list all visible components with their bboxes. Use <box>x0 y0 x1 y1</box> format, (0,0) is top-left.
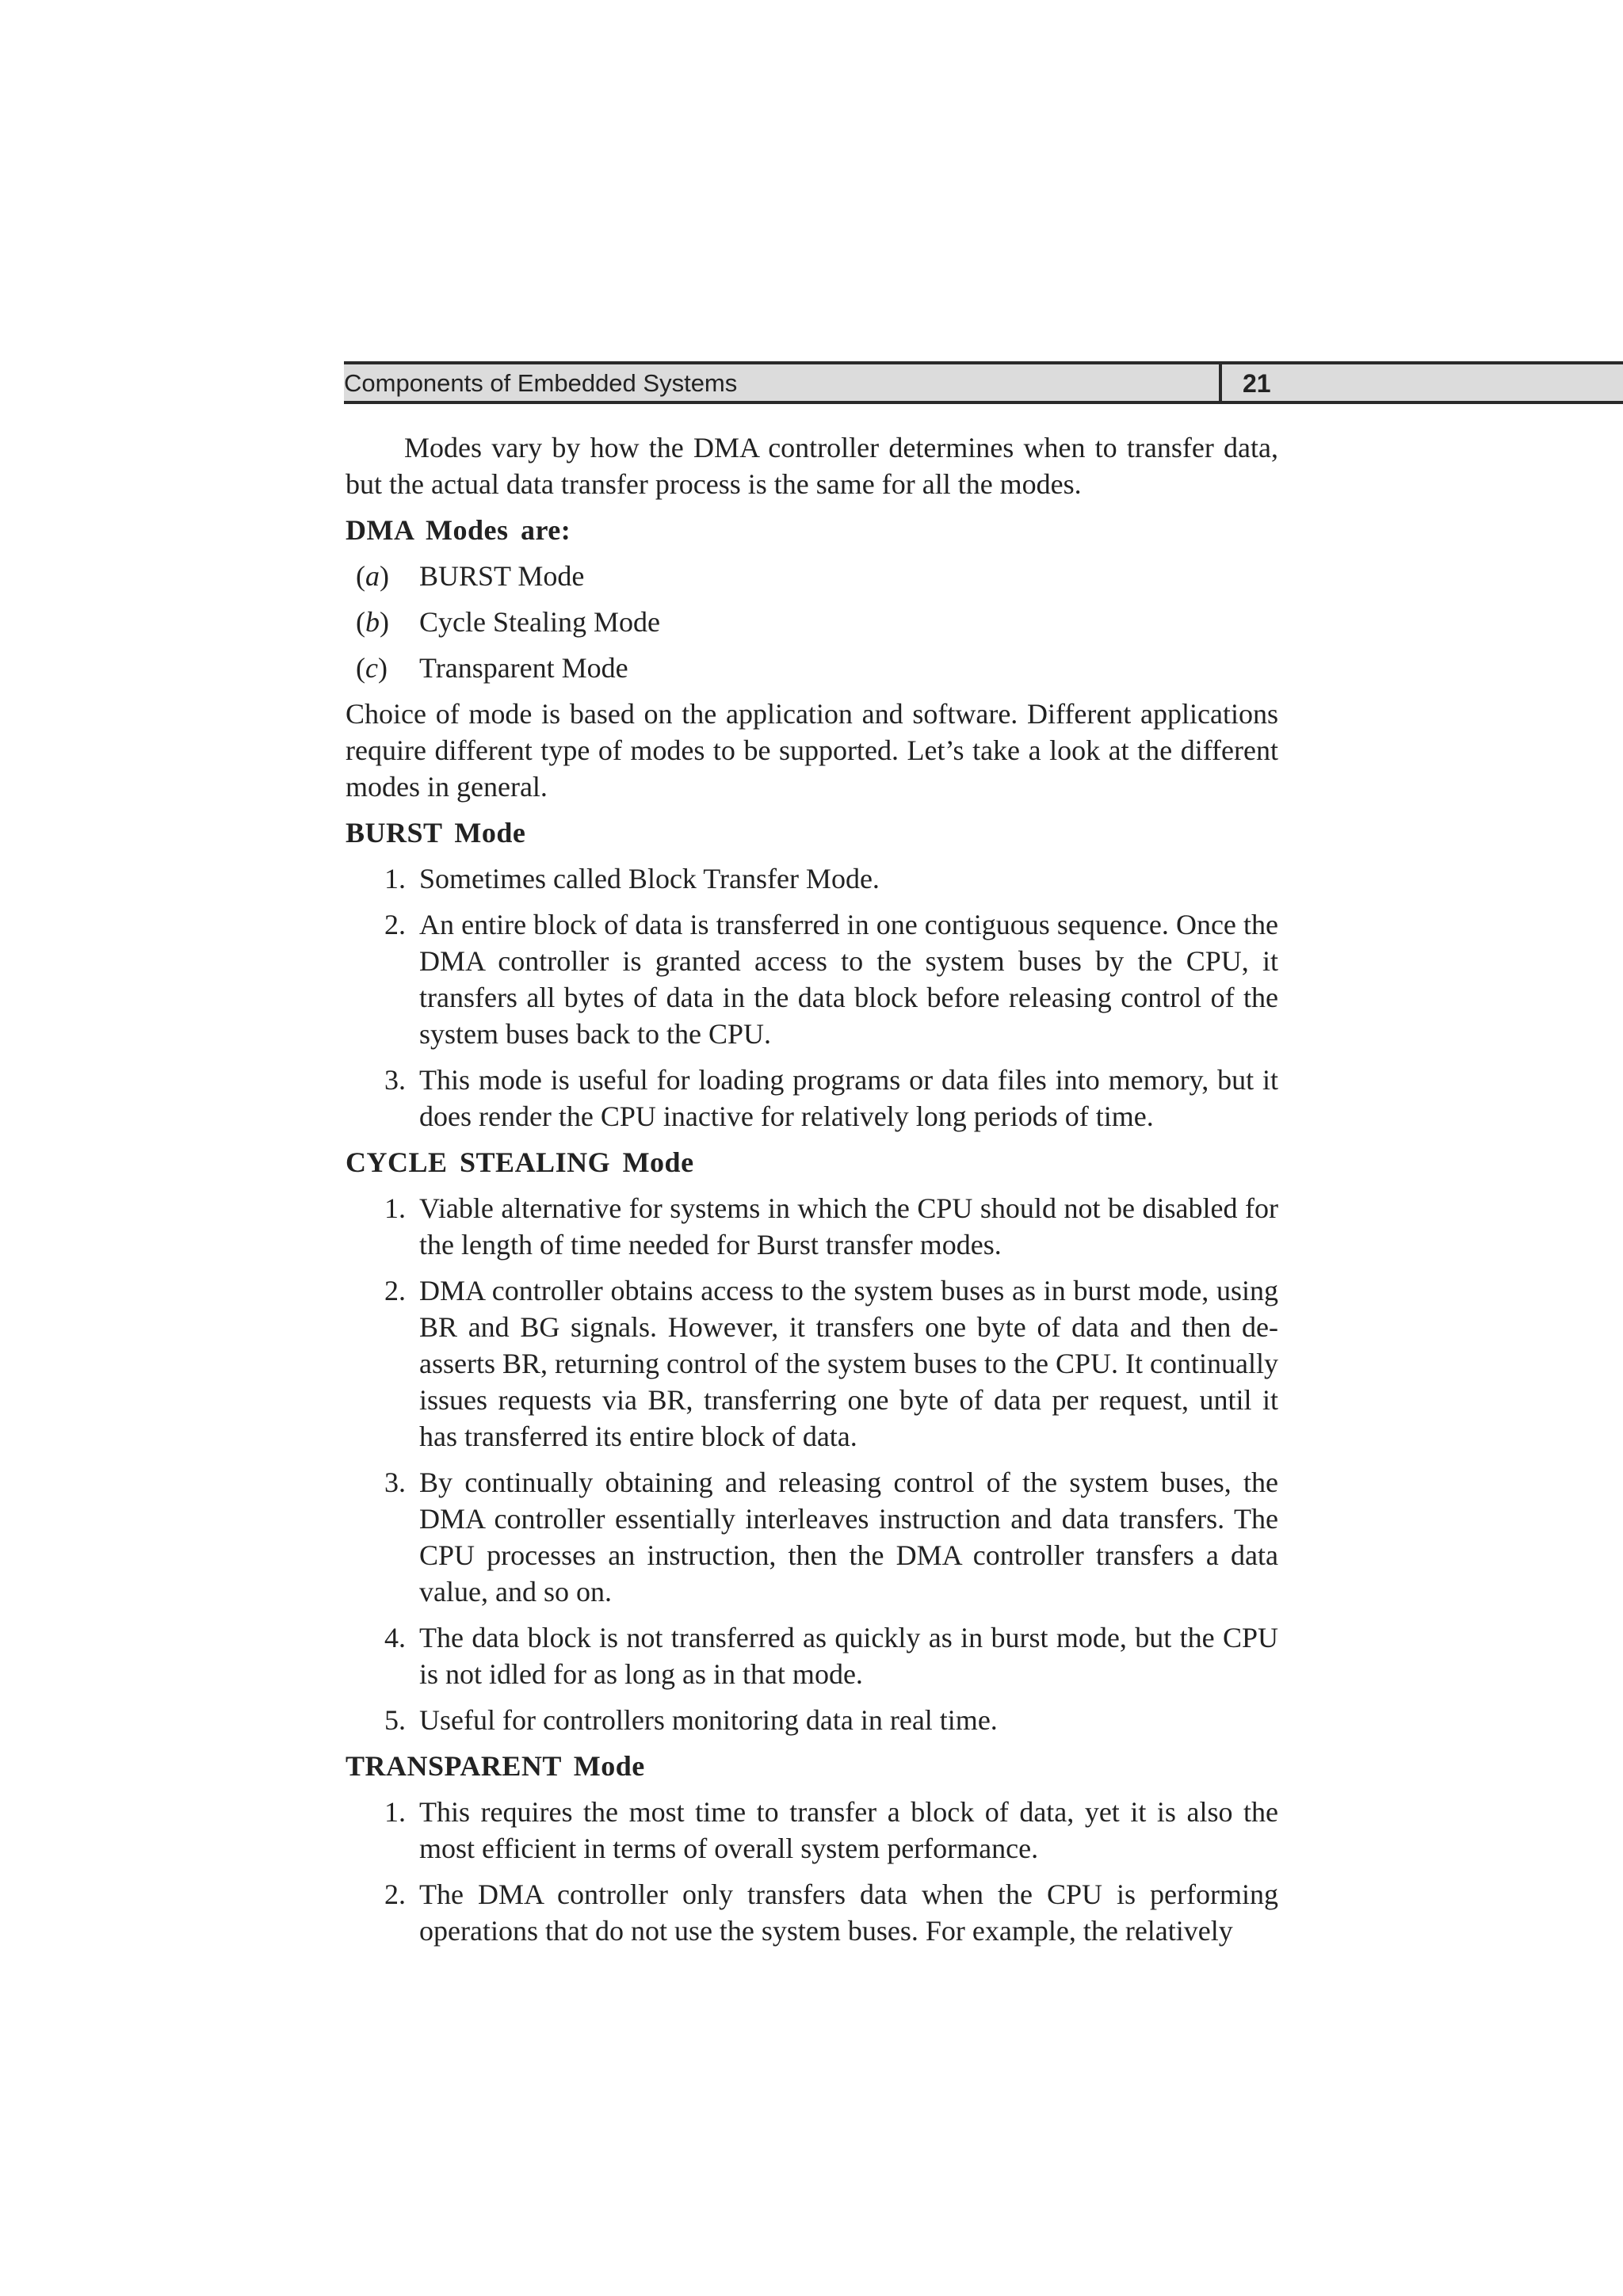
transparent-mode-list <box>346 1794 1278 1949</box>
list-number: 3. <box>384 1064 406 1096</box>
list-item <box>346 1876 1278 1949</box>
page-number: 21 <box>1243 369 1271 398</box>
list-item-text: Sometimes called Block Transfer Mode. <box>419 863 880 894</box>
list-item-text: Viable alternative for systems in which the CPU should not be disabled for the length of time needed for Burst transfer modes. <box>419 1192 1278 1261</box>
list-number: 2. <box>384 1275 406 1306</box>
list-item <box>346 860 1278 897</box>
list-item-text: By continually obtaining and releasing control of the system buses, the DMA controller essentially interleaves instruction and data transfers. The CPU processes an instruction, then the DMA controller transfers a data value, and so on. <box>419 1466 1278 1608</box>
list-number: 4. <box>384 1622 406 1653</box>
list-item-text: This mode is useful for loading programs or data files into memory, but it does render the CPU inactive for relatively long periods of time. <box>419 1064 1278 1132</box>
list-item <box>346 604 1278 640</box>
list-item-text: This requires the most time to transfer a block of data, yet it is also the most efficient in terms of overall system performance. <box>419 1796 1278 1864</box>
list-item-text: The data block is not transferred as quickly as in burst mode, but the CPU is not idled for as long as in that mode. <box>419 1622 1278 1690</box>
intro-paragraph: Modes vary by how the DMA controller determines when to transfer data, but the actual data transfer process is the same for all the modes. <box>346 432 1278 500</box>
list-item <box>346 1272 1278 1455</box>
list-item <box>346 558 1278 594</box>
list-item-text: The DMA controller only transfers data when the CPU is performing operations that do not use the system buses. For example, the relatively <box>419 1878 1278 1947</box>
list-marker: (b) <box>356 606 389 638</box>
cycle-stealing-list <box>346 1190 1278 1738</box>
header-divider <box>1219 364 1222 401</box>
list-item-text: Useful for controllers monitoring data in real time. <box>419 1704 998 1736</box>
list-item <box>346 1619 1278 1692</box>
list-item <box>346 1702 1278 1738</box>
page-body <box>346 429 1278 1958</box>
list-number: 1. <box>384 1796 406 1828</box>
list-item <box>346 650 1278 686</box>
list-number: 1. <box>384 863 406 894</box>
list-marker: (a) <box>356 560 389 592</box>
list-item-text: An entire block of data is transferred in one contiguous sequence. Once the DMA controller is granted access to the system buses by the CPU, it transfers all bytes of data in the data block before releasing control of the system buses back to the CPU. <box>419 909 1278 1050</box>
list-item <box>346 906 1278 1052</box>
list-item-text: Cycle Stealing Mode <box>419 606 660 638</box>
list-number: 2. <box>384 1878 406 1910</box>
dma-modes-heading: DMA Modes are: <box>346 514 571 546</box>
transparent-mode-heading: TRANSPARENT Mode <box>346 1750 645 1782</box>
running-header <box>344 361 1623 404</box>
burst-mode-heading: BURST Mode <box>346 817 526 849</box>
list-marker: (c) <box>356 652 388 684</box>
list-number: 2. <box>384 909 406 940</box>
list-item <box>346 1062 1278 1135</box>
dma-modes-list <box>346 558 1278 686</box>
list-item <box>346 1464 1278 1610</box>
list-item <box>346 1190 1278 1263</box>
list-number: 5. <box>384 1704 406 1736</box>
list-number: 3. <box>384 1466 406 1498</box>
list-item-text: DMA controller obtains access to the system buses as in burst mode, using BR and BG signals. However, it transfers one byte of data and then de-asserts BR, returning control of the system buses to the CPU. It continually issues requests via BR, transferring one byte of data per request, until it has transferred its entire block of data. <box>419 1275 1278 1452</box>
list-number: 1. <box>384 1192 406 1224</box>
list-item-text: Transparent Mode <box>419 652 628 684</box>
running-header-title: Components of Embedded Systems <box>344 369 738 397</box>
choice-paragraph: Choice of mode is based on the application and software. Different applications require different type of modes to be supported. Let’s take a look at the different modes in general. <box>346 698 1278 803</box>
burst-mode-list <box>346 860 1278 1135</box>
list-item-text: BURST Mode <box>419 560 585 592</box>
cycle-stealing-heading: CYCLE STEALING Mode <box>346 1146 694 1178</box>
list-item <box>346 1794 1278 1867</box>
